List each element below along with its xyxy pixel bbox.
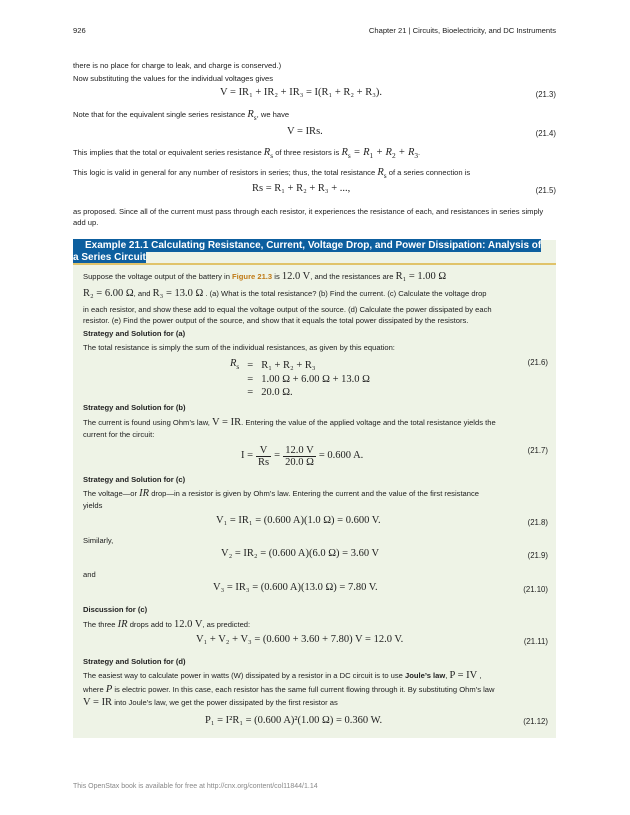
eq-21-6-row (226, 357, 374, 373)
example-title-line-1: Example 21.1 Calculating Resistance, Current, Voltage Drop, and Power Dissipation: Analysis of (73, 239, 541, 252)
b-text-b: . Entering the value of the applied voltage and the total resistance yields the (241, 418, 496, 427)
eq-21-6-row (226, 386, 374, 399)
example-title-line-2: a Series Circuit (73, 252, 146, 263)
fraction-denominator: 20.0 Ω (285, 456, 314, 468)
resistance-r1: R₁ = 1.00 Ω (395, 271, 447, 282)
heading-strategy-b: Strategy and Solution for (b) (83, 403, 186, 412)
eq-21-6-rhs: 1.00 Ω + 6.00 Ω + 13.0 Ω (261, 374, 370, 385)
text-strategy-a: The total resistance is simply the sum of the individual resistances, as given by this equation: (83, 343, 395, 352)
eq-21-6-op: = (247, 387, 254, 398)
equation-number-21-4: (21.4) (535, 129, 556, 138)
implies-text-pre: This implies that the total or equivalent series resistance (73, 148, 262, 157)
problem-text-and: , and (133, 289, 151, 298)
c-text-a: The voltage—or (83, 489, 138, 498)
equation-21-8: V₁ = IR₁ = (0.600 A)(1.0 Ω) = 0.600 V. (216, 515, 381, 526)
problem-line-4: resistor. (e) Find the power output of the source, and show that it equals the total power dissipated by the resistors. (83, 316, 469, 325)
math-rs-sum: $R_s = R_1 + R_2 + R_3$ (341, 147, 419, 160)
heading-strategy-c: Strategy and Solution for (c) (83, 475, 186, 484)
text-discussion-c (83, 620, 250, 631)
joules-law: Joule’s law (405, 671, 446, 680)
text-strategy-b-2: current for the circuit: (83, 430, 155, 439)
equation-21-6 (226, 357, 374, 399)
fraction-values (283, 445, 316, 468)
equation-number-21-10: (21.10) (523, 585, 548, 594)
equation-number-21-8: (21.8) (527, 518, 548, 527)
heading-strategy-d: Strategy and Solution for (d) (83, 657, 186, 666)
equation-21-5: Rs = R₁ + R₂ + R₃ + ..., (252, 183, 351, 194)
problem-text-c: , and the resistances are (310, 272, 394, 281)
equation-number-21-9: (21.9) (527, 551, 548, 560)
math-rs-2: $R_s$ (263, 147, 274, 160)
equation-number-21-11: (21.11) (523, 637, 548, 646)
implies-sentence: This implies that the total or equivalent series resistance $R_s$ of three resistors is $R_s = R_1 + R_2 + R_3$. (73, 147, 421, 160)
eq-21-7-i: I = (241, 449, 254, 461)
fraction-denominator: Rs (258, 456, 270, 468)
logic-text-post: of a series connection is (388, 168, 471, 177)
intro-line-2: Now substituting the values for the individual voltages gives (73, 74, 274, 83)
equation-number-21-7: (21.7) (527, 446, 548, 455)
resistance-r3: R₃ = 13.0 Ω (152, 288, 204, 299)
equation-21-12: P₁ = I²R₁ = (0.600 A)²(1.00 Ω) = 0.360 W. (205, 715, 383, 726)
text-strategy-c-2: yields (83, 501, 103, 510)
heading-strategy-a: Strategy and Solution for (a) (83, 329, 186, 338)
resistance-r2: R₂ = 6.00 Ω (83, 288, 134, 299)
text-strategy-c-1 (83, 489, 553, 500)
problem-line-3: in each resistor, and show these add to equal the voltage output of the source. (d) Calculate the power dissipated by each (83, 305, 492, 314)
note-equivalent-resistance (73, 110, 555, 124)
problem-line-1 (83, 272, 548, 283)
example-title (73, 240, 556, 264)
d-text-a: The easiest way to calculate power in watts (W) dissipated by a resistor in a DC circuit is to use (83, 671, 403, 680)
intro-line-1: there is no place for charge to leak, and charge is conserved.) (73, 61, 282, 70)
note-text-post: , we have (256, 110, 290, 119)
chapter-header: Chapter 21 | Circuits, Bioelectricity, and DC Instruments (368, 26, 556, 35)
math-rs: $R_s$ (247, 109, 257, 122)
eq-21-7-result: = 0.600 A. (318, 449, 364, 461)
disc-text-b: drops add to (129, 620, 172, 629)
d-text-d: into Joule’s law, we get the power dissipated by the first resistor as (114, 698, 338, 707)
math-ir-2: IR (117, 619, 128, 630)
fraction-numerator: V (256, 445, 271, 457)
equation-21-7: I = $\frac{V}{Rs}$ = $\frac{12.0 V}{20.0 \Omega}$ = 0.600 A. (241, 444, 364, 468)
d-text-b: where (83, 685, 104, 694)
problem-text-a: Suppose the voltage output of the battery in (83, 272, 230, 281)
disc-voltage: 12.0 V (174, 619, 203, 630)
figure-21-3-link[interactable]: Figure 21.3 (232, 272, 273, 281)
voltage-value: 12.0 V (281, 271, 311, 282)
equation-number-21-6: (21.6) (527, 358, 548, 367)
equation-21-3: V = IR₁ + IR₂ + IR₃ = I(R₁ + R₂ + R₃). (220, 87, 383, 98)
fraction-v-over-rs (256, 445, 271, 468)
math-rs-3: $R_s$ (377, 167, 387, 180)
eq-21-6-row (226, 373, 374, 386)
note-text-pre: Note that for the equivalent single series resistance (73, 110, 246, 119)
equation-21-9: V₂ = IR₂ = (0.600 A)(6.0 Ω) = 3.60 V (221, 548, 380, 559)
text-strategy-d-1: The easiest way to calculate power in watts (W) dissipated by a resistor in a DC circuit is to use Joule’s law, P = IV , (83, 670, 482, 681)
disc-text-a: The three (83, 620, 116, 629)
eq-21-6-rhs: 20.0 Ω. (261, 387, 293, 398)
text-strategy-b-1 (83, 418, 553, 429)
math-p: P (105, 684, 113, 695)
equation-number-21-3: (21.3) (535, 90, 556, 99)
text-and: and (83, 570, 96, 579)
eq-21-6-op: = (247, 374, 254, 385)
logic-text-pre: This logic is valid in general for any number of resistors in series; thus, the total resistance (73, 168, 376, 177)
page-number: 926 (73, 26, 86, 35)
eq-21-6-rhs: R₁ + R₂ + R₃ (261, 359, 316, 371)
heading-discussion-c: Discussion for (c) (83, 605, 148, 614)
equation-21-10: V₃ = IR₃ = (0.600 A)(13.0 Ω) = 7.80 V. (213, 582, 378, 593)
disc-text-c: , as predicted: (202, 620, 251, 629)
c-text-b: drop—in a resistor is given by Ohm’s law. Entering the current and the value of the first resistance (151, 489, 480, 498)
proposed-paragraph: as proposed. Since all of the current must pass through each resistor, it experiences the resistance of each, and resistances in series simply add up. (73, 207, 544, 227)
equation-number-21-12: (21.12) (523, 717, 548, 726)
text-strategy-d-3 (83, 698, 553, 709)
problem-text-d: . (a) What is the total resistance? (b) Find the current. (c) Calculate the voltage drop (205, 289, 487, 298)
problem-text-b: is (274, 272, 280, 281)
math-ir: IR (139, 488, 150, 499)
equation-number-21-5: (21.5) (535, 186, 556, 195)
d-text-c: is electric power. In this case, each resistor has the same full current flowing through it. By substituting Ohm’s law (114, 685, 495, 694)
equation-21-4: V = IRs. (287, 126, 323, 137)
fraction-numerator: 12.0 V (283, 445, 316, 457)
math-v-ir: V = IR (83, 697, 113, 708)
problem-line-2 (83, 289, 548, 300)
eq-21-6-lhs (226, 373, 243, 386)
math-p-iv: P = IV (449, 670, 478, 681)
b-text-a: The current is found using Ohm’s law, (83, 418, 210, 427)
implies-text-mid: of three resistors is (275, 148, 340, 157)
footer-note: This OpenStax book is available for free at http://cnx.org/content/col11844/1.14 (73, 783, 318, 790)
eq-21-6-op: = (247, 359, 254, 371)
example-title-rule (73, 263, 556, 265)
equation-21-11: V₁ + V₂ + V₃ = (0.600 + 3.60 + 7.80) V = 12.0 V. (196, 634, 404, 645)
logic-sentence (73, 168, 555, 182)
text-strategy-d-2 (83, 685, 553, 696)
text-similarly: Similarly, (83, 536, 114, 545)
ohms-law: V = IR (212, 417, 242, 428)
eq-21-6-lhs: $R_s$ (230, 358, 240, 371)
eq-21-6-lhs (226, 386, 243, 399)
